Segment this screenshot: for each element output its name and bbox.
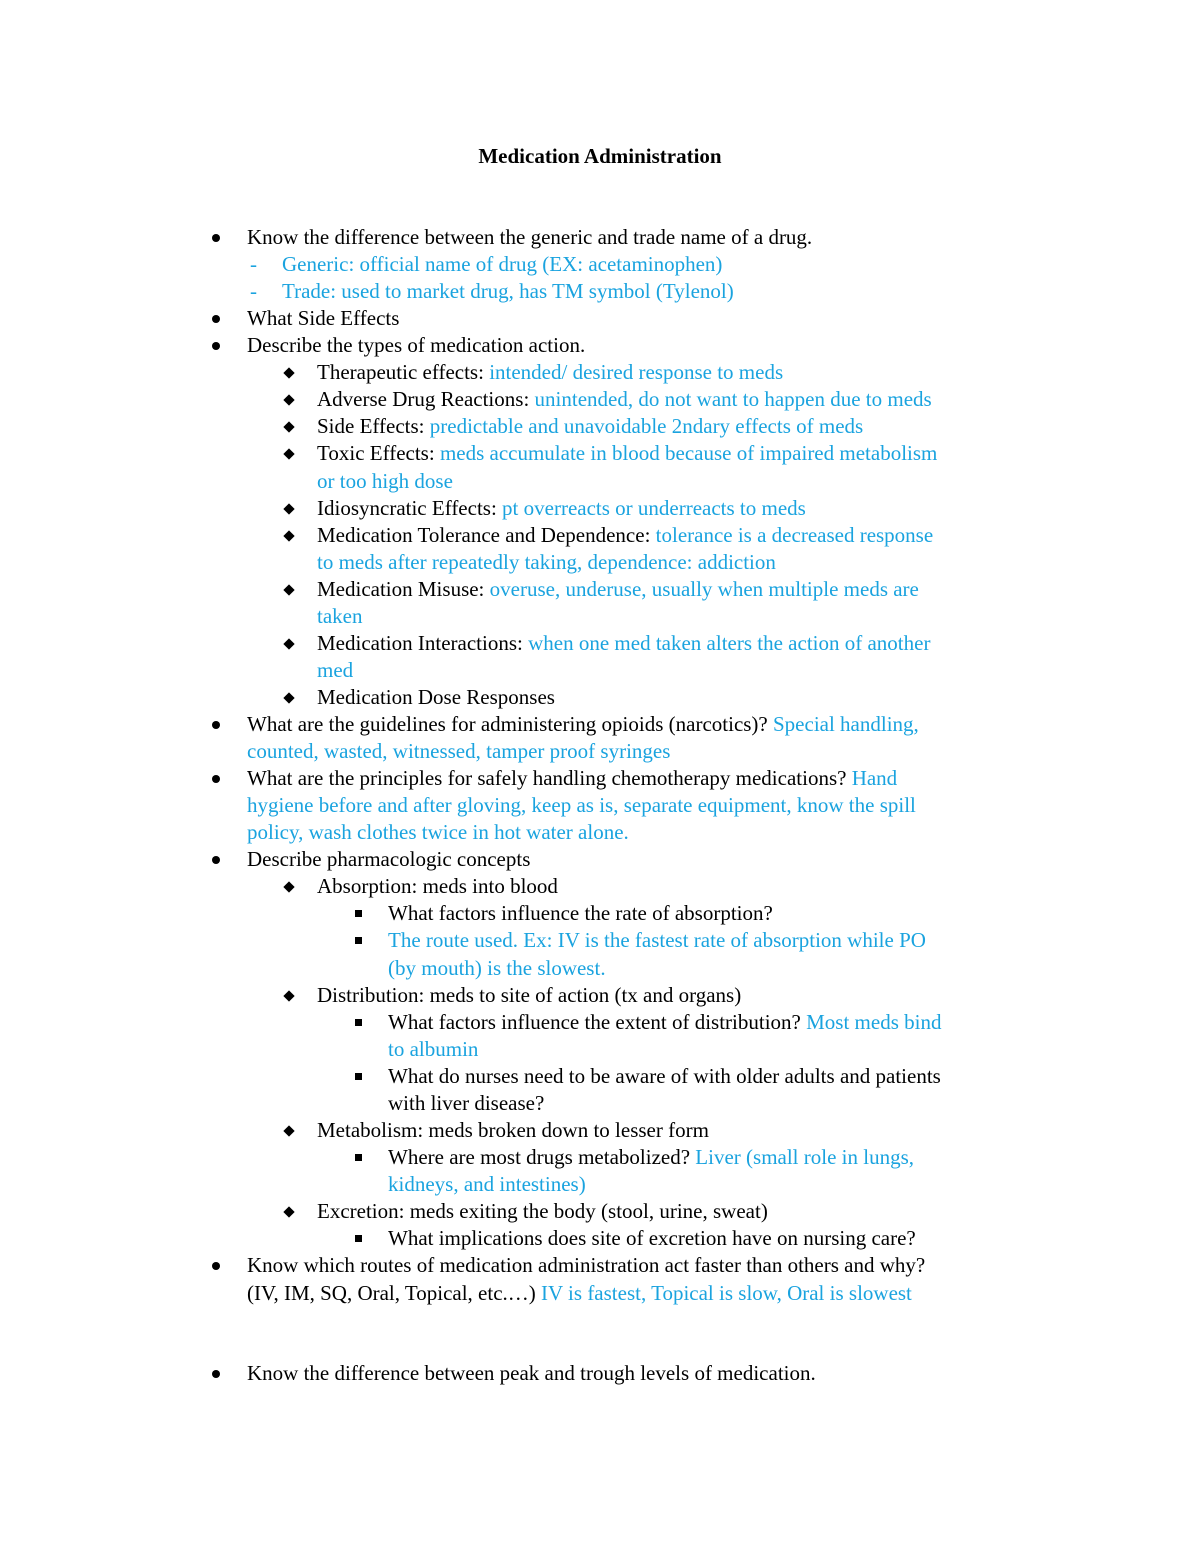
square-bullet-icon xyxy=(355,1235,362,1242)
diamond-bullet-icon xyxy=(283,421,294,432)
list-item xyxy=(0,251,1200,278)
answer-text: intended/ desired response to meds xyxy=(489,360,784,384)
list-item xyxy=(0,332,1200,359)
list-item xyxy=(0,1360,1200,1387)
list-item xyxy=(0,359,1200,386)
answer-text: med xyxy=(317,658,354,682)
answer-text: Liver (small role in lungs, xyxy=(695,1145,915,1169)
list-item xyxy=(0,1117,1200,1144)
bullet-icon xyxy=(212,342,220,350)
list-item xyxy=(0,278,1200,305)
answer-text: policy, wash clothes twice in hot water alone. xyxy=(247,820,629,844)
list-item-continuation xyxy=(0,657,1200,684)
term-label: Medication Tolerance and Dependence: xyxy=(317,523,656,547)
list-item xyxy=(0,982,1200,1009)
answer-text: or too high dose xyxy=(317,469,453,493)
answer-text: unintended, do not want to happen due to meds xyxy=(534,387,932,411)
square-bullet-icon xyxy=(355,937,362,944)
answer-text: meds accumulate in blood because of impaired metabolism xyxy=(439,441,938,465)
question-text: Know the difference between the generic and trade name of a drug. xyxy=(247,225,813,249)
bullet-icon xyxy=(212,775,220,783)
term-label: Adverse Drug Reactions: xyxy=(317,387,535,411)
list-item xyxy=(0,684,1200,711)
answer-text: Hand xyxy=(851,766,898,790)
question-text: What are the guidelines for administering opioids (narcotics)? xyxy=(247,712,773,736)
list-item xyxy=(0,1252,1200,1279)
question-text: with liver disease? xyxy=(388,1091,545,1115)
diamond-bullet-icon xyxy=(283,503,294,514)
answer-text: Most meds bind xyxy=(806,1010,942,1034)
question-text: What Side Effects xyxy=(247,306,400,330)
list-item xyxy=(0,1063,1200,1090)
concept-label: Distribution: meds to site of action (tx and organs) xyxy=(317,983,742,1007)
concept-label: Metabolism: meds broken down to lesser form xyxy=(317,1118,709,1142)
list-item xyxy=(0,927,1200,954)
term-label: Medication Dose Responses xyxy=(317,685,555,709)
square-bullet-icon xyxy=(355,1073,362,1080)
list-item-continuation xyxy=(0,819,1200,846)
list-item-continuation xyxy=(0,738,1200,765)
list-item-continuation xyxy=(0,792,1200,819)
list-item xyxy=(0,1009,1200,1036)
list-item-continuation xyxy=(0,603,1200,630)
diamond-bullet-icon xyxy=(283,530,294,541)
bullet-icon xyxy=(212,856,220,864)
diamond-bullet-icon xyxy=(283,367,294,378)
diamond-bullet-icon xyxy=(283,692,294,703)
answer-text: taken xyxy=(317,604,363,628)
list-item-continuation xyxy=(0,955,1200,982)
answer-text: to meds after repeatedly taking, dependence: addiction xyxy=(317,550,776,574)
list-item xyxy=(0,576,1200,603)
list-item xyxy=(0,305,1200,332)
answer-text: kidneys, and intestines) xyxy=(388,1172,586,1196)
square-bullet-icon xyxy=(355,1019,362,1026)
answer-text: to albumin xyxy=(388,1037,479,1061)
question-text: What factors influence the rate of absorption? xyxy=(388,901,773,925)
list-item-continuation xyxy=(0,1171,1200,1198)
question-text: Know which routes of medication administration act faster than others and why? xyxy=(247,1253,926,1277)
question-text: What do nurses need to be aware of with older adults and patients xyxy=(388,1064,941,1088)
term-label: Side Effects: xyxy=(317,414,430,438)
square-bullet-icon xyxy=(355,1154,362,1161)
bullet-icon xyxy=(212,1370,220,1378)
list-item xyxy=(0,711,1200,738)
diamond-bullet-icon xyxy=(283,584,294,595)
list-item xyxy=(0,1144,1200,1171)
answer-text: Special handling, xyxy=(773,712,919,736)
answer-text: predictable and unavoidable 2ndary effects of meds xyxy=(429,414,864,438)
term-label: Therapeutic effects: xyxy=(317,360,490,384)
list-item xyxy=(0,386,1200,413)
dash-icon: - xyxy=(250,279,257,303)
term-label: Medication Interactions: xyxy=(317,631,529,655)
list-item xyxy=(0,495,1200,522)
question-text: Know the difference between peak and trough levels of medication. xyxy=(247,1361,816,1385)
list-item xyxy=(0,1198,1200,1225)
answer-text: (by mouth) is the slowest. xyxy=(388,956,606,980)
answer-text: when one med taken alters the action of another xyxy=(528,631,931,655)
question-text: Where are most drugs metabolized? xyxy=(388,1145,696,1169)
term-label: Medication Misuse: xyxy=(317,577,490,601)
list-item xyxy=(0,522,1200,549)
bullet-icon xyxy=(212,721,220,729)
list-item xyxy=(0,765,1200,792)
term-label: Toxic Effects: xyxy=(317,441,440,465)
list-item-continuation xyxy=(0,549,1200,576)
bullet-icon xyxy=(212,1262,220,1270)
diamond-bullet-icon xyxy=(283,638,294,649)
list-item xyxy=(0,440,1200,467)
square-bullet-icon xyxy=(355,910,362,917)
answer-text: overuse, underuse, usually when multiple meds are xyxy=(489,577,919,601)
list-item xyxy=(0,224,1200,251)
answer-text: hygiene before and after gloving, keep as is, separate equipment, know the spill xyxy=(247,793,916,817)
diamond-bullet-icon xyxy=(283,1206,294,1217)
list-item xyxy=(0,413,1200,440)
diamond-bullet-icon xyxy=(283,448,294,459)
answer-text: Trade: used to market drug, has TM symbol (Tylenol) xyxy=(282,279,734,303)
answer-text: The route used. Ex: IV is the fastest rate of absorption while PO xyxy=(388,928,926,952)
page-title: Medication Administration xyxy=(478,144,722,168)
list-item xyxy=(0,1225,1200,1252)
answer-text: Generic: official name of drug (EX: acetaminophen) xyxy=(282,252,723,276)
question-text: Describe the types of medication action. xyxy=(247,333,586,357)
list-item-continuation xyxy=(0,1090,1200,1117)
question-text: What are the principles for safely handling chemotherapy medications? xyxy=(247,766,852,790)
diamond-bullet-icon xyxy=(283,881,294,892)
concept-label: Excretion: meds exiting the body (stool, urine, sweat) xyxy=(317,1199,768,1223)
list-item xyxy=(0,630,1200,657)
list-item xyxy=(0,900,1200,927)
dash-icon: - xyxy=(250,252,257,276)
list-item xyxy=(0,873,1200,900)
term-label: Idiosyncratic Effects: xyxy=(317,496,503,520)
bullet-icon xyxy=(212,315,220,323)
answer-text: pt overreacts or underreacts to meds xyxy=(502,496,806,520)
list-item-continuation xyxy=(0,1280,1200,1307)
concept-label: Absorption: meds into blood xyxy=(317,874,558,898)
answer-text: IV is fastest, Topical is slow, Oral is slowest xyxy=(541,1281,912,1305)
answer-text: tolerance is a decreased response xyxy=(655,523,934,547)
diamond-bullet-icon xyxy=(283,1125,294,1136)
question-text: Describe pharmacologic concepts xyxy=(247,847,531,871)
question-text: (IV, IM, SQ, Oral, Topical, etc.…) xyxy=(247,1281,542,1305)
question-text: What factors influence the extent of distribution? xyxy=(388,1010,807,1034)
diamond-bullet-icon xyxy=(283,394,294,405)
list-item xyxy=(0,846,1200,873)
bullet-icon xyxy=(212,234,220,242)
list-item-continuation xyxy=(0,468,1200,495)
question-text: What implications does site of excretion have on nursing care? xyxy=(388,1226,916,1250)
diamond-bullet-icon xyxy=(283,990,294,1001)
list-item-continuation xyxy=(0,1036,1200,1063)
answer-text: counted, wasted, witnessed, tamper proof syringes xyxy=(247,739,671,763)
